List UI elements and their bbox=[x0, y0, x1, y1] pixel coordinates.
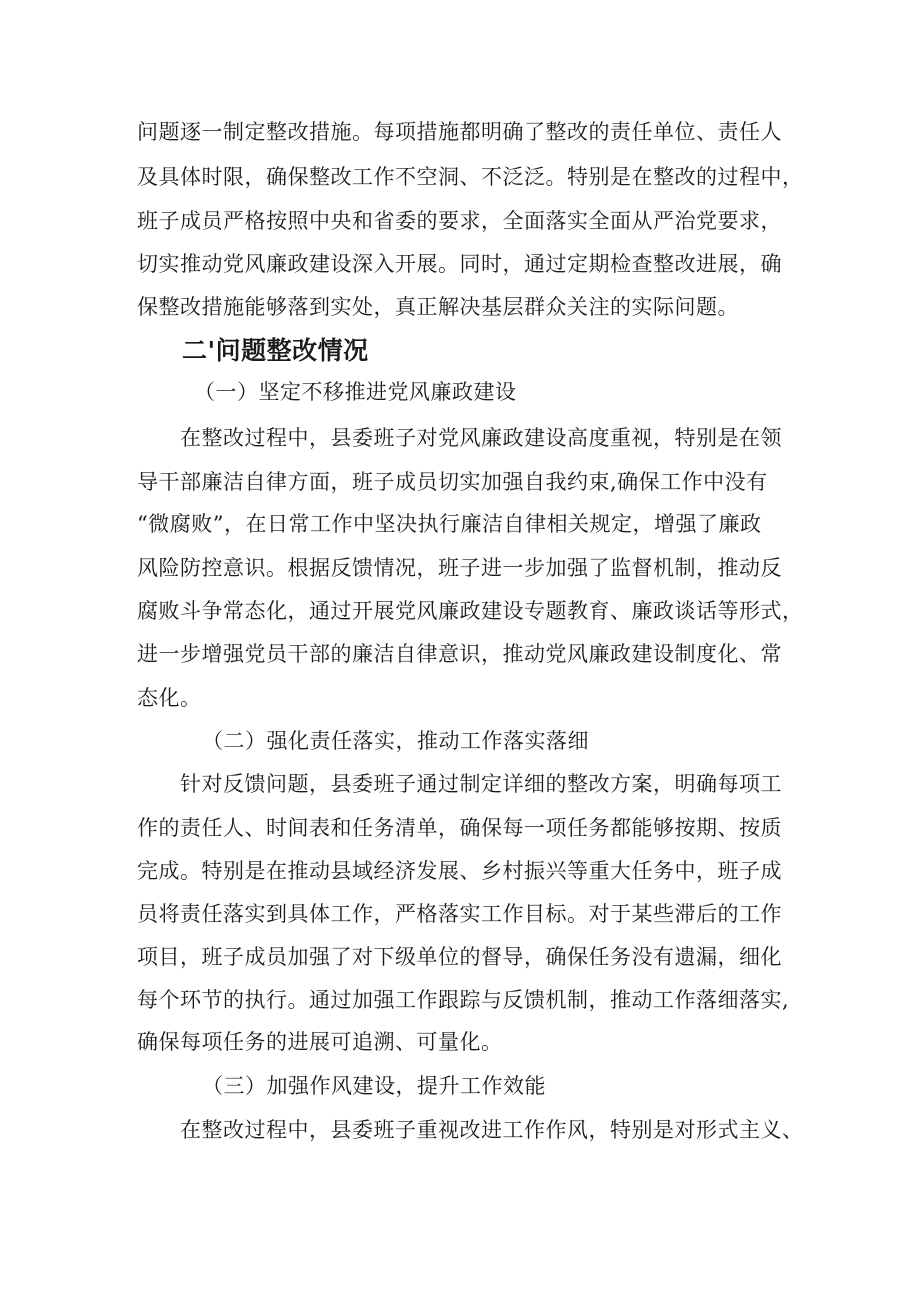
intro-line-5: 保整改措施能够落到实处，真正解决基层群众关注的实际问题。 bbox=[137, 295, 739, 319]
subsection-2-line-3: 完成。特别是在推动县域经济发展、乡村振兴等重大任务中，班子成 bbox=[137, 859, 782, 883]
subsection-1-line-6: 进一步增强党员干部的廉洁自律意识，推动党风廉政建设制度化、常 bbox=[137, 642, 782, 666]
subsection-2-line-6: 每个环节的执行。通过加强工作跟踪与反馈机制，推动工作落细落实, bbox=[137, 988, 790, 1012]
section-heading: 二'问题整改情况 bbox=[182, 336, 369, 365]
subsection-1-line-1: 在整改过程中，县委班子对党风廉政建设高度重视，特别是在领 bbox=[180, 426, 782, 450]
subsection-2-line-7: 确保每项任务的进展可追溯、可量化。 bbox=[137, 1030, 503, 1054]
subsection-3-line-1: 在整改过程中，县委班子重视改进工作作风，特别是对形式主义、 bbox=[180, 1118, 804, 1142]
intro-line-1: 问题逐一制定整改措施。每项措施都明确了整改的责任单位、责任人 bbox=[137, 120, 782, 144]
subsection-2-title: （二）强化责任落实，推动工作落实落细 bbox=[202, 729, 589, 753]
subsection-1-title: （一）坚定不移推进党风廉政建设 bbox=[194, 380, 517, 404]
subsection-3-title: （三）加强作风建设，提升工作效能 bbox=[202, 1074, 546, 1098]
subsection-1-line-3: “微腐败”，在日常工作中坚决执行廉洁自律相关规定，增强了廉政 bbox=[137, 512, 762, 536]
subsection-2-line-5: 项目，班子成员加强了对下级单位的督导，确保任务没有遗漏，细化 bbox=[137, 945, 782, 969]
intro-line-4: 切实推动党风廉政建设深入开展。同时，通过定期检查整改进展，确 bbox=[137, 252, 782, 276]
subsection-1-line-7: 态化。 bbox=[137, 686, 202, 710]
intro-line-3: 班子成员严格按照中央和省委的要求，全面落实全面从严治党要求， bbox=[137, 209, 782, 233]
subsection-2-line-2: 作的责任人、时间表和任务清单，确保每一项任务都能够按期、按质 bbox=[137, 816, 782, 840]
subsection-1-line-4: 风险防控意识。根据反馈情况，班子进一步加强了监督机制，推动反 bbox=[137, 556, 782, 580]
subsection-1-line-5: 腐败斗争常态化，通过开展党风廉政建设专题教育、廉政谈话等形式， bbox=[137, 599, 804, 623]
subsection-2-line-1: 针对反馈问题，县委班子通过制定详细的整改方案，明确每项工 bbox=[180, 772, 782, 796]
subsection-1-line-2: 导干部廉洁自律方面，班子成员切实加强自我约束,确保工作中没有 bbox=[137, 470, 768, 494]
intro-line-2: 及具体时限，确保整改工作不空洞、不泛泛。特别是在整改的过程中， bbox=[137, 165, 804, 189]
subsection-2-line-4: 员将责任落实到具体工作，严格落实工作目标。对于某些滞后的工作 bbox=[137, 902, 782, 926]
